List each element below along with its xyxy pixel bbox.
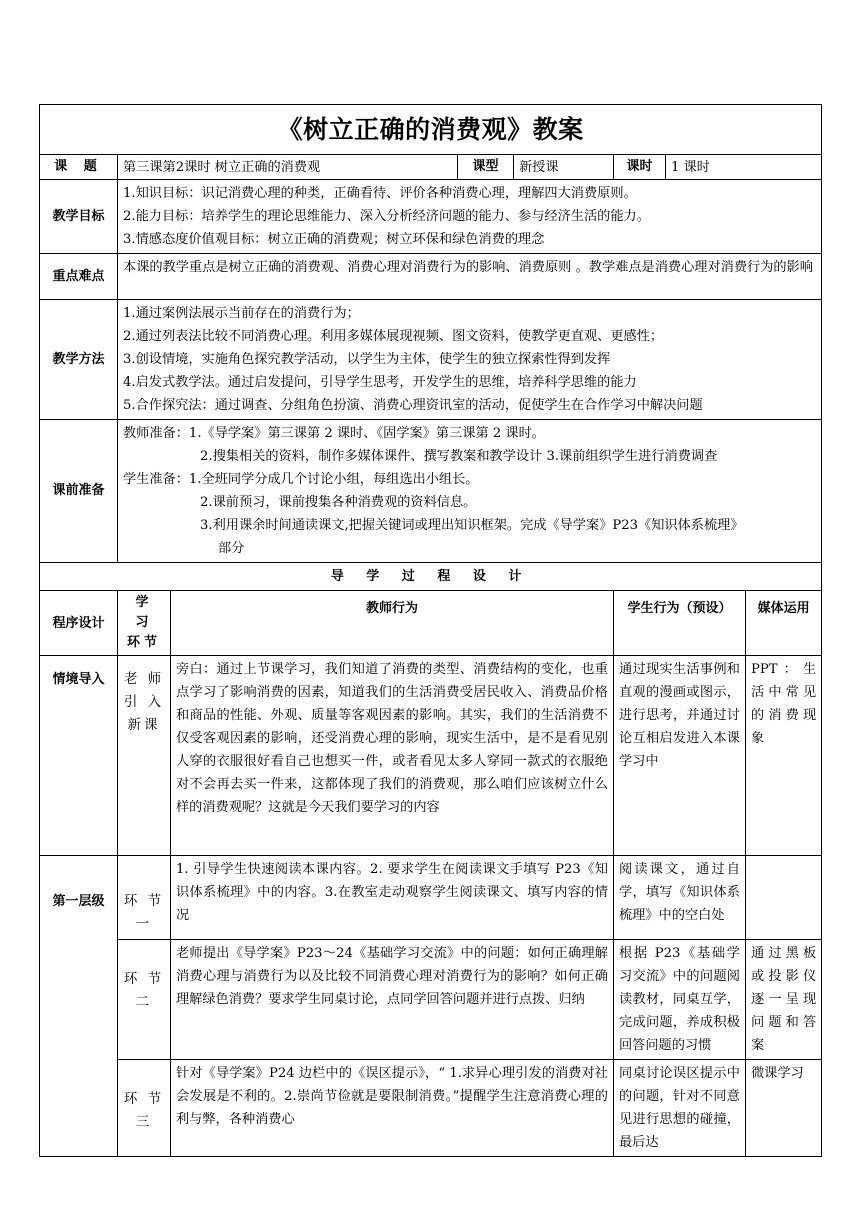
header-program: 程序设计 — [40, 591, 118, 656]
type-value: 新授课 — [514, 155, 614, 180]
type-label: 课型 — [458, 155, 514, 180]
prep-line: 3.利用课余时间通读课文,把握关键词或理出知识框架。完成《导学案》P23《知识体系梳理》 — [200, 518, 744, 533]
methods-label: 教学方法 — [40, 300, 118, 420]
method-line: 2.通过列表法比较不同消费心理。利用多媒体展现视频、图文资料，使教学更直观、更感性； — [123, 329, 664, 344]
row-student-behavior: 同桌讨论误区提示中的问题，针对不同意见进行思想的碰撞，最后达 — [614, 1060, 746, 1157]
method-line: 5.合作探究法：通过调查、分组角色扮演、消费心理资讯室的活动，促使学生在合作学习中解决问题 — [123, 398, 703, 413]
header-media: 媒体运用 — [746, 591, 822, 656]
hours-value: 1 课时 — [666, 155, 822, 180]
row-student-behavior: 通过现实生活事例和直观的漫画或图示，进行思考，并通过讨论互相启发进入本课学习中 — [614, 656, 746, 856]
table-row — [40, 1060, 822, 1157]
header-student: 学生行为（预设） — [614, 591, 746, 656]
goal-line: 3.情感态度价值观目标：树立正确的消费观；树立环保和绿色消费的理念 — [123, 232, 545, 247]
header-step: 学 习 环节 — [118, 591, 171, 656]
topic-label: 课 题 — [40, 155, 118, 180]
method-line: 1.通过案例法展示当前存在的消费行为； — [123, 306, 360, 321]
table-row — [40, 656, 822, 856]
methods-content — [118, 300, 822, 420]
row-step: 环 节 二 — [118, 940, 171, 1060]
row-teacher-behavior: 老师提出《导学案》P23～24《基础学习交流》中的问题：如何正确理解消费心理与消费行为以及比较不同消费心理对消费行为的影响？如何正确理解绿色消费？要求学生同桌讨论，点同学回答问题并进行点拨、归纳 — [171, 940, 614, 1060]
table-row — [40, 856, 822, 940]
row-student-behavior: 根据 P23《基础学习交流》中的问题阅读教材，同桌互学，完成问题，养成积极回答问题的习惯 — [614, 940, 746, 1060]
row-student-behavior: 阅读课文，通过自学，填写《知识体系梳理》中的空白处 — [614, 856, 746, 940]
method-line: 4.启发式教学法。通过启发提问，引导学生思考，开发学生的思维，培养科学思维的能力 — [123, 375, 637, 390]
process-section-title: 导 学 过 程 设 计 — [40, 563, 822, 591]
row-media: PPT：生活中常见的消费现象 — [746, 656, 822, 856]
goal-line: 2.能力目标：培养学生的理论思维能力、深入分析经济问题的能力、参与经济生活的能力。 — [123, 209, 650, 224]
row-teacher-behavior: 针对《导学案》P24 边栏中的《误区提示》，“ 1.求异心理引发的消费对社会发展是不利的。2.崇尚节俭就是要限制消费。”提醒学生注意消费心理的利与弊，各种消费心 — [171, 1060, 614, 1157]
row-teacher-behavior: 1. 引导学生快速阅读本课内容。2. 要求学生在阅读课文手填写 P23《知识体系梳理》中的内容。3.在教室走动观察学生阅读课文、填写内容的情况 — [171, 856, 614, 940]
prep-line: 教师准备：1.《导学案》第三课第 2 课时、《固学案》第三课第 2 课时。 — [123, 426, 545, 441]
prep-line: 2.搜集相关的资料，制作多媒体课件、撰写教案和教学设计 3.课前组织学生进行消费调查 — [200, 449, 718, 464]
goals-content — [118, 180, 822, 254]
row-teacher-behavior: 旁白：通过上节课学习，我们知道了消费的类型、消费结构的变化，也重点学习了影响消费的因素，知道我们的生活消费受居民收入、消费品价格和商品的性能、外观、质量等客观因素的影响。其实，我们的生活消费不仅受客观因素的影响，还受消费心理的影响，现实生活中，是不是看见别人穿的衣服很好看自己也想买一件，或者看见太多人穿同一款式的衣服绝对不会再去买一件来，这都体现了我们的消费观，那么咱们应该树立什么样的消费观呢？这就是今天我们要学习的内容 — [171, 656, 614, 856]
table-row — [40, 940, 822, 1060]
hours-label: 课时 — [614, 155, 666, 180]
prep-line: 学生准备：1.全班同学分成几个讨论小组，每组选出小组长。 — [123, 472, 479, 487]
header-teacher: 教师行为 — [171, 591, 614, 656]
key-points-content: 本课的教学重点是树立正确的消费观、消费心理对消费行为的影响、消费原则 。教学难点是消费心理对消费行为的影响 — [118, 254, 822, 300]
row-media — [746, 856, 822, 940]
document-title: 《树立正确的消费观》教案 — [40, 105, 822, 155]
row-media: 通过黑板或投影仪逐一呈现问题和答案 — [746, 940, 822, 1060]
row-program: 第一层级 — [40, 856, 118, 1157]
prep-label: 课前准备 — [40, 420, 118, 563]
row-media: 微课学习 — [746, 1060, 822, 1157]
method-line: 3.创设情境，实施角色探究教学活动，以学生为主体，使学生的独立探索性得到发挥 — [123, 352, 611, 367]
prep-line: 2.课前预习，课前搜集各种消费观的资料信息。 — [200, 495, 477, 510]
row-program: 情境导入 — [40, 656, 118, 856]
prep-content — [118, 420, 822, 563]
lesson-plan-table — [39, 104, 822, 1157]
topic-value: 第三课第2课时 树立正确的消费观 — [118, 155, 458, 180]
key-points-label: 重点难点 — [40, 254, 118, 300]
row-step: 环 节 三 — [118, 1060, 171, 1157]
prep-line: 部分 — [218, 541, 245, 556]
row-step: 环 节 一 — [118, 856, 171, 940]
goals-label: 教学目标 — [40, 180, 118, 254]
goal-line: 1.知识目标：识记消费心理的种类，正确看待、评价各种消费心理，理解四大消费原则。 — [123, 186, 637, 201]
row-step: 老 师 引 入 新课 — [118, 656, 171, 856]
lesson-plan-document — [39, 104, 821, 1157]
